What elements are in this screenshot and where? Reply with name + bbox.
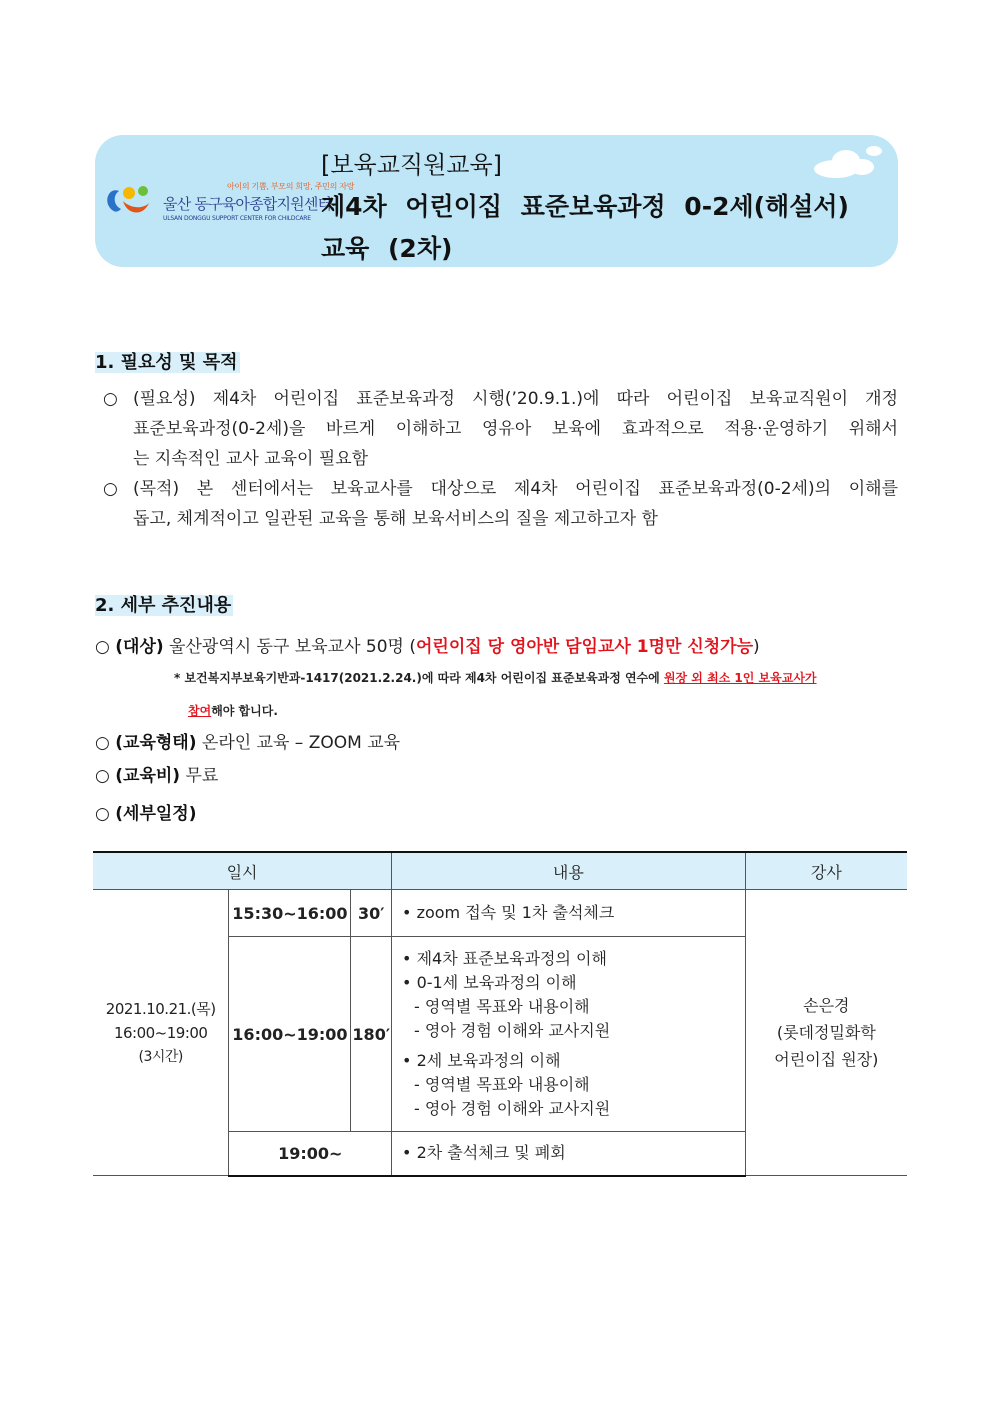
format-bullet: ○ <box>95 733 110 753</box>
notice-suffix: 해야 합니다. <box>211 704 278 718</box>
logo-slogan: 아이의 기쁨, 부모의 희망, 주민의 자랑 <box>227 182 355 191</box>
time-cell: 15:30~16:00 <box>229 890 351 937</box>
center-logo <box>103 175 355 231</box>
schedule-label: (세부일정) <box>115 804 197 824</box>
content-item: • 제4차 표준보육과정의 이해 <box>402 947 735 971</box>
page-title-line2: 교육 (2차) <box>321 234 453 263</box>
need-text-line1: (필요성) 제4차 어린이집 표준보육과정 시행(’20.9.1.)에 따라 어린이집 보육교직원이 개정 <box>133 389 898 409</box>
target-row <box>95 632 760 662</box>
target-bullet: ○ <box>95 637 110 657</box>
section1-heading: 1. 필요성 및 목적 <box>95 352 238 373</box>
table-header-row <box>93 852 907 890</box>
table-row <box>93 890 907 937</box>
minutes-cell: 30′ <box>351 890 392 937</box>
notice-line1 <box>174 668 817 688</box>
content-item: • 0-1세 보육과정의 이해 <box>402 971 735 995</box>
content-subitem: - 영아 경험 이해와 교사지원 <box>414 1021 611 1040</box>
fee-bullet: ○ <box>95 766 110 786</box>
purpose-text-line1: (목적) 본 센터에서는 보육교사를 대상으로 제4차 어린이집 표준보육과정(0-2세)의 이해를 <box>133 479 898 499</box>
notice-line2 <box>188 701 278 721</box>
instructor-role: 어린이집 원장) <box>774 1050 879 1069</box>
purpose-bullet: ○ <box>103 479 118 499</box>
time-range-text: 16:00~19:00 <box>113 1023 208 1042</box>
minutes-cell: 180′ <box>351 937 392 1132</box>
notice-red-text2: 참여 <box>188 704 212 718</box>
notice-prefix: * 보건복지부보육기반과-1417(2021.2.24.)에 따라 제4차 어린이집 표준보육과정 연수에 <box>174 671 660 685</box>
date-cell <box>93 890 229 1176</box>
time-cell: 19:00~ <box>229 1132 392 1176</box>
instructor-cell <box>745 890 907 1176</box>
target-highlight: 어린이집 당 영아반 담임교사 1명만 신청가능 <box>416 637 754 657</box>
notice-red-text1: 원장 외 최소 1인 보육교사가 <box>663 671 817 685</box>
need-text-line3: 는 지속적인 교사 교육이 필요함 <box>133 449 369 469</box>
content-cell <box>392 890 746 937</box>
schedule-table <box>93 851 907 1177</box>
purpose-text-line2: 돕고, 체계적이고 일관된 교육을 통해 보육서비스의 질을 제고하고자 함 <box>133 509 658 529</box>
content-subitem: - 영아 경험 이해와 교사지원 <box>414 1099 611 1118</box>
content-cell <box>392 1132 746 1176</box>
fee-text: 무료 <box>185 766 219 786</box>
content-cell <box>392 937 746 1132</box>
time-cell: 16:00~19:00 <box>229 937 351 1132</box>
page-category: [보육교직원교육] <box>321 151 503 179</box>
format-label: (교육형태) <box>115 733 197 753</box>
content-item: • 2차 출석체크 및 폐회 <box>402 1141 735 1165</box>
instructor-org: (롯데정밀화학 <box>776 1023 876 1042</box>
target-text: 울산광역시 동구 보육교사 50명 ( <box>169 637 416 657</box>
content-subitem: - 영역별 목표와 내용이해 <box>414 1075 590 1094</box>
target-close: ) <box>753 637 760 657</box>
content-item: • zoom 접속 및 1차 출석체크 <box>402 901 735 925</box>
header-datetime: 일시 <box>93 852 392 890</box>
fee-label: (교육비) <box>115 766 181 786</box>
need-bullet: ○ <box>103 389 118 409</box>
format-row <box>95 728 400 758</box>
page-title: 제4차 어린이집 표준보육과정 0-2세(해설서) <box>321 192 849 221</box>
duration-total-text: (3시간) <box>138 1048 183 1065</box>
schedule-bullet: ○ <box>95 804 110 824</box>
schedule-row <box>95 799 196 829</box>
fee-row <box>95 761 218 791</box>
header-banner <box>95 135 898 267</box>
cloud-icon <box>806 141 886 181</box>
section2-heading: 2. 세부 추진내용 <box>95 595 232 616</box>
logo-org-name: 울산 동구육아종합지원센터 <box>163 195 332 213</box>
header-instructor: 강사 <box>745 852 907 890</box>
header-content: 내용 <box>392 852 746 890</box>
logo-org-name-en: ULSAN DONGGU SUPPORT CENTER FOR CHILDCARE <box>163 215 311 222</box>
target-label: (대상) <box>115 637 164 657</box>
date-text: 2021.10.21.(목) <box>105 999 216 1018</box>
logo-mark-icon <box>103 179 153 223</box>
need-text-line2: 표준보육과정(0-2세)을 바르게 이해하고 영유아 보육에 효과적으로 적용·운영하기 위해서 <box>133 419 898 439</box>
instructor-name: 손은경 <box>803 996 850 1015</box>
format-text: 온라인 교육 – ZOOM 교육 <box>201 733 401 753</box>
content-subitem: - 영역별 목표와 내용이해 <box>414 997 590 1016</box>
content-item: • 2세 보육과정의 이해 <box>402 1049 735 1073</box>
